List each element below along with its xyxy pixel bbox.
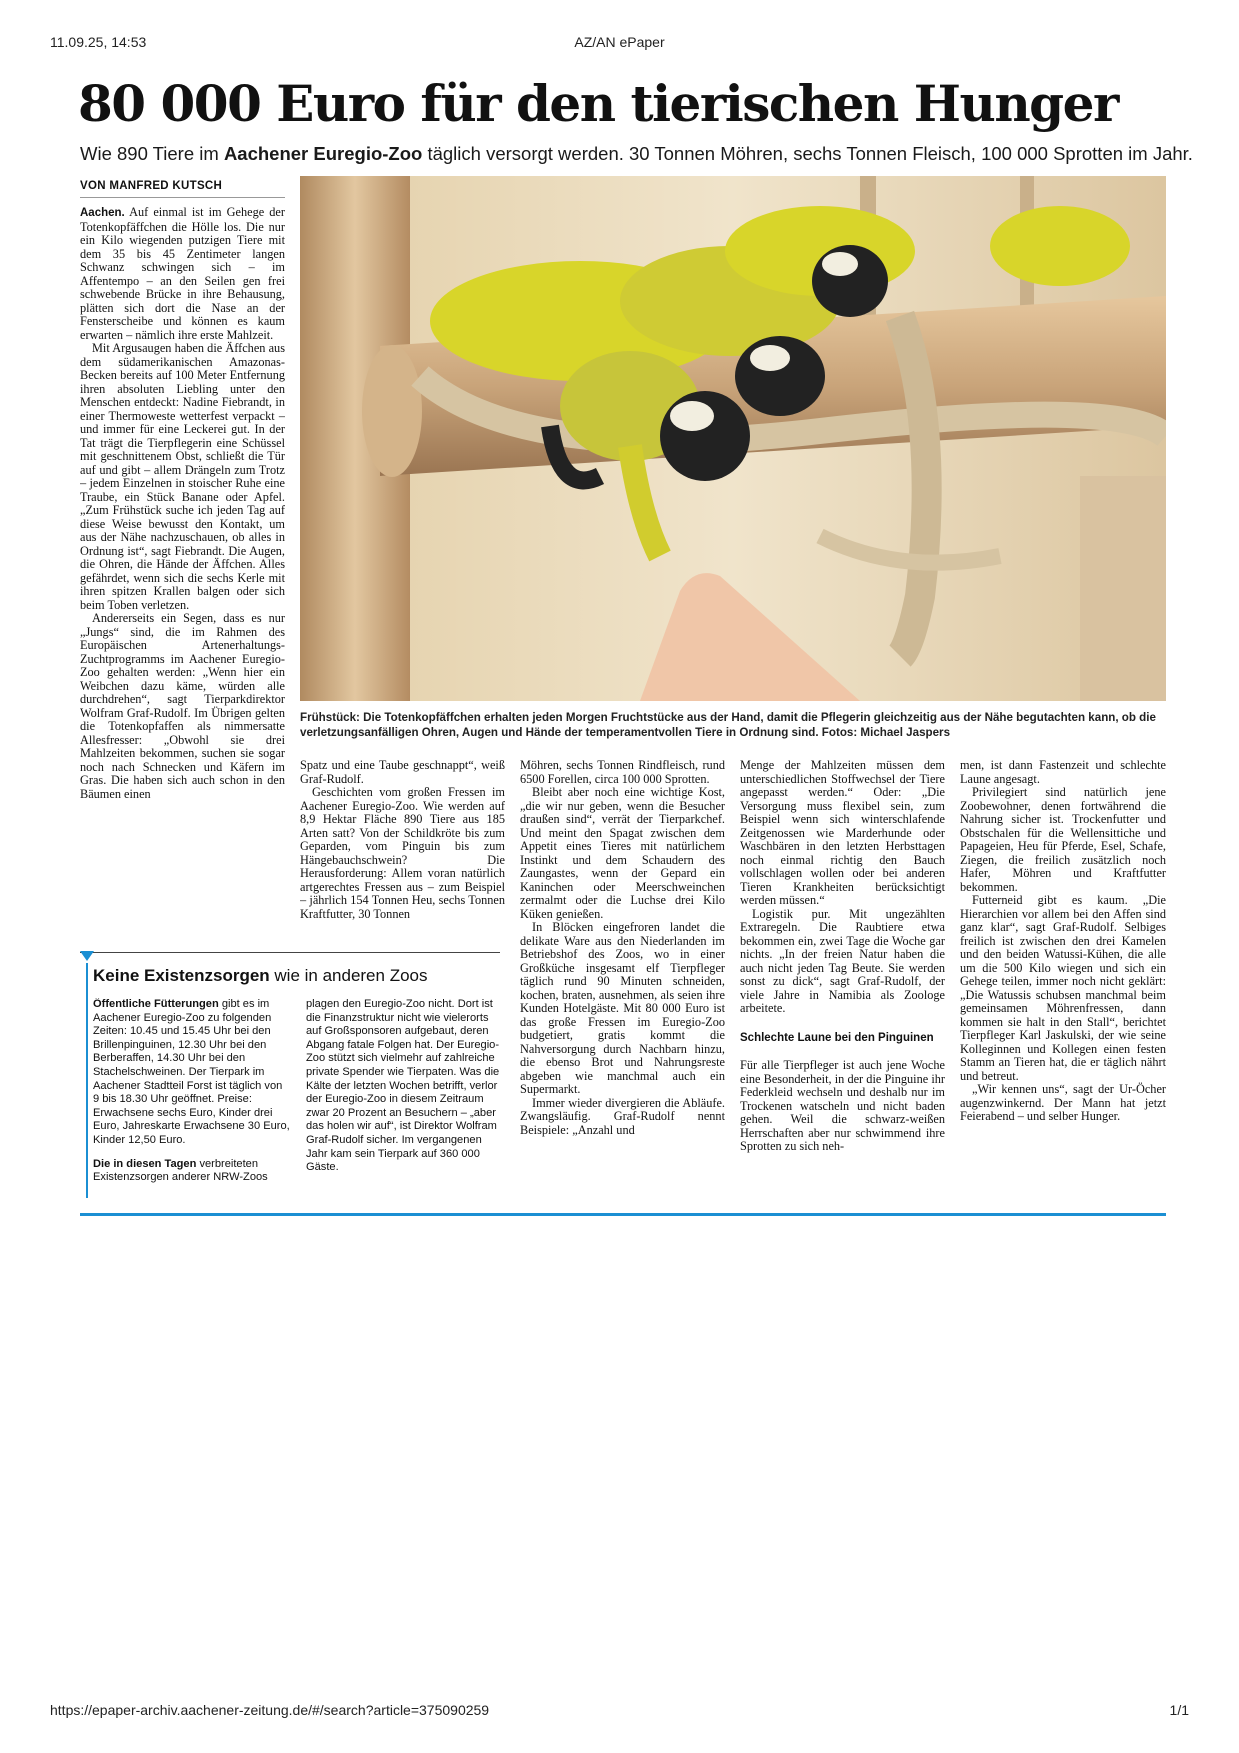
- subline-bold: Aachener Euregio-Zoo: [223, 143, 423, 164]
- paragraph: men, ist dann Fastenzeit und schlechte Laune angesagt.: [960, 759, 1166, 786]
- infobox-separator: [80, 952, 500, 953]
- paragraph-text: Auf einmal ist im Gehege der Totenkopfäffchen die Hölle los. Die nur ein Kilo wiegenden putzigen Tiere mit dem 35 bis 45 Zentimeter langen Schwanz schwingen sich – im Affentempo – an den Seilen gen frei schwebende Brücke in ihre Behausung, plätten sich dort die Nase an der Fensterscheibe und können es kaum erwarten – nämlich ihre erste Mahlzeit.: [80, 206, 285, 342]
- article-column-5: [960, 759, 1166, 1207]
- paragraph: In Blöcken eingefroren landet die delikate Ware aus den Niederlanden im Betriebshof des Zoos, wo in einer Großküche insgesamt elf Tierpfleger täglich rund 90 Minuten schneiden, kochen, braten, ausnehmen, als seien ihre Kunden Hotelgäste. Mit 80 000 Euro ist das große Fressen im Euregio-Zoo budgetiert, gratis kommt die Nahversorgung durch Nachbarn hinzu, die ebenso Brot und Nahrungsreste abgeben wie manchmal auch ein Supermarkt.: [520, 920, 725, 1096]
- subline-post: täglich versorgt werden. 30 Tonnen Möhren, sechs Tonnen Fleisch, 100 000 Sprotten im Jahr.: [422, 143, 1193, 164]
- paragraph: Mit Argusaugen haben die Äffchen aus dem südamerikanischen Amazonas-Becken bereits auf 100 Meter Entfernung ihren absoluten Liebling unter den Menschen entdeckt: Nadine Fiebrandt, in einer Thermoweste wetterfest verpackt – und immer für eine Leckerei gut. In der Tat trägt die Tierpflegerin eine Schüssel mit geschnittenem Obst, schließt die Tür auf und gibt – allem Drängeln zum Trotz – jedem Einzelnen in stoischer Ruhe eine Traube, ein Stück Banane oder Apfel. „Zum Frühstück suche ich jeden Tag auf diese Weise bewusst den Kontakt, um aus der Nähe nachzuschauen, ob alles in Ordnung ist“, sagt Fiebrandt. Die Augen, die Ohren, die Hände der Äffchen. Alles gefährdet, wenn sich die sechs Kerle mit ihren spitzen Krallen balgen oder sich beim Toben verletzen.: [80, 341, 285, 612]
- infobox-rule: [86, 963, 88, 1198]
- infobox-title-bold: Keine Existenzsorgen: [93, 966, 270, 985]
- paragraph: Futterneid gibt es kaum. „Die Hierarchien vor allem bei den Affen sind ganz klar“, sagt Graf-Rudolf. Selbiges freilich ist zwischen den drei Kamelen und den beiden Watussi-Kühen, die alle um die 500 Kilo wiegen und sich ein Gehege teilen, immer noch nicht geklärt: „Die Watussis schubsen manchmal beim gemeinsamen Möhrenfressen, dann kommen sie halt in den Stall“, berichtet Tierpfleger Karl Jaskulski, der wie seine Kolleginnen und Kollegen einen festen Stamm an Tieren hat, die er täglich nährt und betreut.: [960, 893, 1166, 1083]
- print-page-number: 1/1: [1169, 1702, 1189, 1718]
- article-column-1: [80, 206, 285, 944]
- infobox-paragraph: [93, 1158, 290, 1185]
- infobox-lead: Die in diesen Tagen: [93, 1157, 197, 1170]
- article-column-2: [300, 759, 505, 949]
- photo-caption: Frühstück: Die Totenkopfäffchen erhalten jeden Morgen Fruchtstücke aus der Hand, damit die Pflegerin gleichzeitig aus der Nähe begutachten kann, ob die verletzungsanfälligen Ohren, Augen und Hände der temperamentvollen Tiere in Ordnung sind. Fotos: Michael Jaspers: [300, 711, 1156, 739]
- print-url[interactable]: https://epaper-archiv.aachener-zeitung.de/#/search?article=375090259: [50, 1702, 490, 1718]
- paragraph: Menge der Mahlzeiten müssen dem unterschiedlichen Stoffwechsel der Tiere angepasst werden.“ Oder: „Die Versorgung muss flexibel sein, zum Beispiel wenn sich winterschlafende Zeitgenossen wie Marderhunde oder Waschbären in den letzten Herbsttagen noch einmal richtig den Bauch vollschlagen wollen oder bei anderen Tieren Krankheiten berücksichtigt werden müssen.“: [740, 759, 945, 907]
- print-title: AZ/AN ePaper: [574, 34, 665, 50]
- paragraph: Möhren, sechs Tonnen Rindfleisch, rund 6500 Forellen, circa 100 000 Sprotten.: [520, 759, 725, 786]
- paragraph: Logistik pur. Mit ungezählten Extraregeln. Die Raubtiere etwa bekommen ein, zwei Tage die Woche gar nichts. „In der freien Natur haben die auch nicht jeden Tag Beute. Sie werden sonst zu dick“, sagt Graf-Rudolf, der viele Jahre in Namibia als Zoologe arbeitete.: [740, 906, 945, 1015]
- article-photo: [300, 176, 1166, 701]
- infobox-text: verbreiteten Existenzsorgen anderer NRW-Zoos: [93, 1157, 268, 1184]
- paragraph: [80, 206, 285, 342]
- infobox-column-1: [93, 998, 290, 1203]
- article-headline: 80 000 Euro für den tierischen Hunger: [78, 74, 1118, 133]
- paragraph: Für alle Tierpfleger ist auch jene Woche eine Besonderheit, in der die Pinguine ihr Federkleid wechseln und deshalb nur im Trockenen watscheln und nicht baden gehen. Weil die schwarz-weißen Herrschaften aber nur schwimmend ihre Sprotten zu sich neh-: [740, 1058, 945, 1153]
- infobox-text: gibt es im Aachener Euregio-Zoo zu folgenden Zeiten: 10.45 und 15.45 Uhr bei den Brillenpinguinen, 12.30 Uhr bei den Berberaffen, 14.30 Uhr bei den Stachelschweinen. Der Tierpark im Aachener Stadtteil Forst ist täglich von 9 bis 18.30 Uhr geöffnet. Preise: Erwachsene sechs Euro, Kinder drei Euro, Jahreskarte Erwachsene 30 Euro, Kinder 12,50 Euro.: [93, 998, 290, 1146]
- triangle-marker-icon: [80, 951, 94, 961]
- print-header: [50, 34, 1189, 54]
- print-datetime: 11.09.25, 14:53: [50, 34, 147, 50]
- infobox-lead: Öffentliche Fütterungen: [93, 998, 219, 1010]
- article-bottom-rule: [80, 1213, 1166, 1216]
- infobox-paragraph: [93, 998, 290, 1148]
- article-subline: [80, 142, 1193, 166]
- paragraph: „Wir kennen uns“, sagt der Ur-Öcher augenzwinkernd. Der Mann hat jetzt Feierabend – und selber Hunger.: [960, 1082, 1166, 1123]
- infobox-title-rest: wie in anderen Zoos: [269, 966, 428, 985]
- infobox-title: [93, 966, 513, 986]
- subline-pre: Wie 890 Tiere im: [80, 143, 224, 164]
- infobox-column-2: [306, 998, 505, 1203]
- dateline: Aachen.: [80, 207, 125, 219]
- subheading: Schlechte Laune bei den Pinguinen: [740, 1031, 934, 1044]
- monkeys-photo-illustration: [300, 176, 1166, 701]
- article-column-4: [740, 759, 945, 1207]
- paragraph: Privilegiert sind natürlich jene Zoobewohner, denen fortwährend die Nahrung sicher ist. Trockenfutter und Obstschalen für die Wellensittiche und Papageien, Heu für Pferde, Esel, Schafe, Ziegen, die freilich zusätzlich noch Hafer, Möhren und Kraftfutter bekommen.: [960, 785, 1166, 894]
- paragraph: Bleibt aber noch eine wichtige Kost, „die wir nur geben, wenn die Besucher draußen sind“, verrät der Tierparkchef. Und meint den Spagat zwischen dem Appetit eines Tieres mit natürlichem Instinkt und dem Schaudern des Zaungastes, wenn der Gepard ein Kaninchen oder Meerschweinchen zermalmt oder die Luchse drei Kilo Küken genießen.: [520, 785, 725, 921]
- paragraph: Spatz und eine Taube geschnappt“, weiß Graf-Rudolf.: [300, 759, 505, 786]
- byline: VON MANFRED KUTSCH: [80, 180, 285, 198]
- paragraph: Geschichten vom großen Fressen im Aachener Euregio-Zoo. Wie werden auf 8,9 Hektar Fläche 890 Tiere aus 185 Arten satt? Von der Schildkröte bis zum Geparden, vom Pinguin bis zum Hängebauchschwein? Die Herausforderung: Allem voran natürlich artgerechtes Fressen aus – zum Beispiel – jährlich 154 Tonnen Heu, sechs Tonnen Kraftfutter, 30 Tonnen: [300, 785, 505, 921]
- infobox-paragraph: plagen den Euregio-Zoo nicht. Dort ist die Finanzstruktur nicht wie vielerorts auf Großsponsoren aufgebaut, deren Abgang fatale Folgen hat. Der Euregio-Zoo stützt sich vielmehr auf zahlreiche private Spender wie Tierpaten. Was die Kälte der letzten Wochen betrifft, verlor der Euregio-Zoo in diesem Zeitraum zwar 20 Prozent an Besuchern – „aber das holen wir auf“, ist Direktor Wolfram Graf-Rudolf sicher. Im vergangenen Jahr kam sein Tierpark auf 360 000 Gäste.: [306, 998, 500, 1174]
- print-footer: [50, 1702, 1189, 1722]
- paragraph: Andererseits ein Segen, dass es nur „Jungs“ sind, die im Rahmen des Europäischen Artenerhaltungs-Zuchtprogramms im Aachener Euregio-Zoo gehalten werden: „Wenn hier ein Weibchen dazu käme, würden alle durchdrehen“, sagt Tierparkdirektor Wolfram Graf-Rudolf. Im Übrigen gelten die Totenkopfaffen als nimmersatte Allesfresser: „Obwohl sie drei Mahlzeiten bekommen, suchen sie sogar noch nach Schnecken und Käfern im Gras. Die haben sich auch schon in den Bäumen einen: [80, 611, 285, 801]
- article-column-3: [520, 759, 725, 1207]
- paragraph: Immer wieder divergieren die Abläufe. Zwangsläufig. Graf-Rudolf nennt Beispiele: „Anzahl und: [520, 1095, 725, 1137]
